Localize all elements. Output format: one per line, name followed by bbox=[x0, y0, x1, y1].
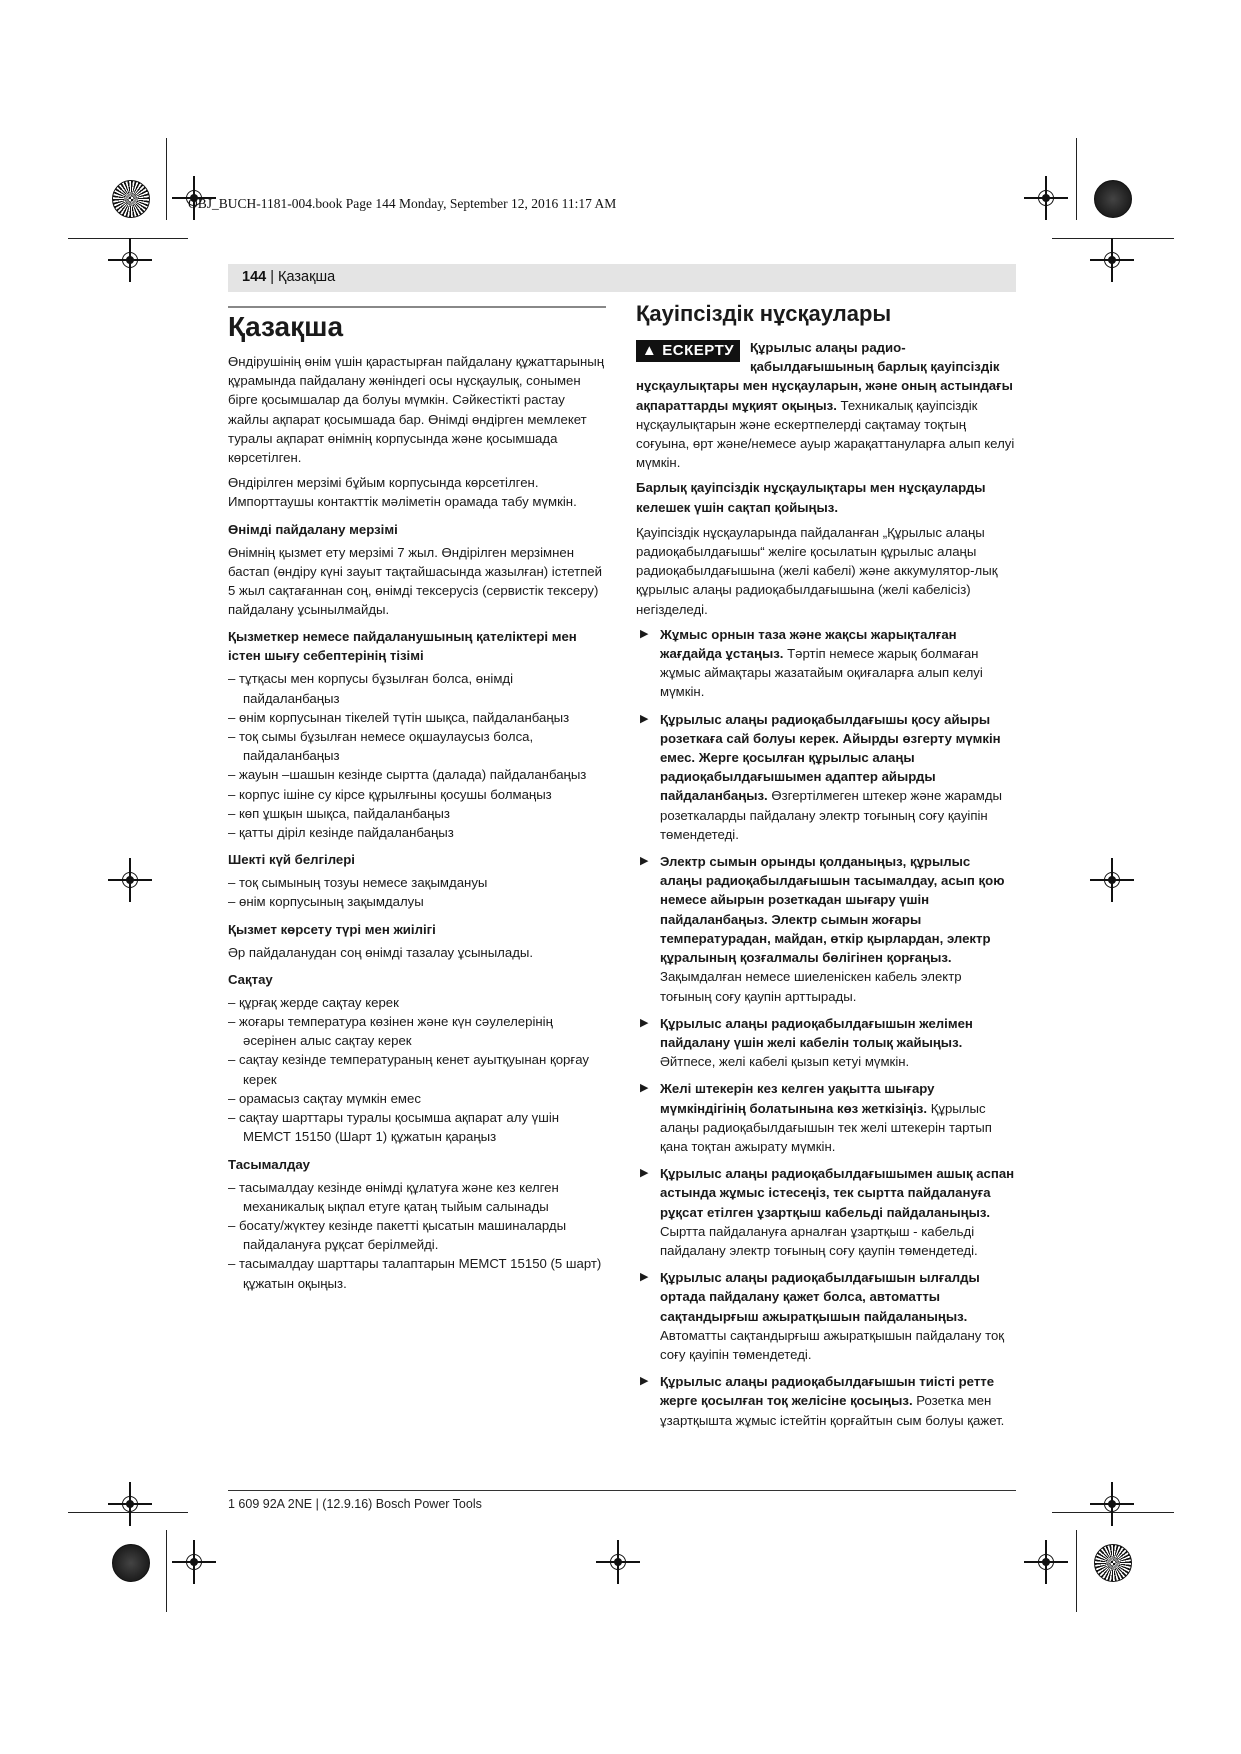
list-item bbox=[636, 1079, 1016, 1156]
storage-heading: Сақтау bbox=[228, 971, 273, 987]
list-item: – сақтау кезінде температураның кенет ауытқуынан қорғау керек bbox=[228, 1050, 606, 1088]
crop-line-left-bottom bbox=[166, 1530, 167, 1612]
bullet-text: Сыртта пайдалануға арналған ұзартқыш - кабельді пайдалану электр тоғының соғу қаупін төмендетеді. bbox=[660, 1223, 978, 1258]
limit-state-list bbox=[228, 873, 606, 911]
warning-badge bbox=[636, 340, 740, 362]
list-item bbox=[636, 1014, 1016, 1072]
list-item: – жоғары температура көзінен және күн сәулелерінің әсерінен алыс сақтау керек bbox=[228, 1012, 606, 1050]
list-item: – тоқ сымының тозуы немесе зақымдануы bbox=[228, 873, 606, 892]
service-life-text: Өнімнің қызмет ету мерзімі 7 жыл. Өндірілген мерзімнен бастап (өндіру күні зауыт тақтайшасында жазылған) істетпей 5 жыл сақтағаннан соң, өнімді тексерусіз (сервистік тексеру) пайдалану ұсынылмайды. bbox=[228, 544, 602, 618]
bullet-bold: Құрылыс алаңы радиоқабылдағышын тиісті ретте жерге қосылған тоқ желісіне қосыңыз. bbox=[660, 1374, 995, 1409]
section-title: Қазақша bbox=[228, 311, 344, 342]
transport-list bbox=[228, 1178, 606, 1293]
intro-paragraph: Өндірушінің өнім үшін қарастырған пайдалану құжаттарының құрамында пайдалану жөніндегі осы нұсқаулық, сонымен бірге қосымшалар да болуы мүмкін. Сәйкестікті растау жайлы ақпарат қосымшада бар. Өнімді өндірген мемлекет туралы ақпарат өнімнің корпусында және қосымшада көрсетілген. bbox=[228, 354, 605, 466]
storage-list bbox=[228, 993, 606, 1147]
registration-mark-icon bbox=[180, 1548, 208, 1576]
crop-line-left-top bbox=[166, 138, 167, 220]
footer: 1 609 92A 2NE | (12.9.16) Bosch Power Tools bbox=[228, 1497, 482, 1511]
registration-mark-icon bbox=[1098, 1490, 1126, 1518]
list-item: – босату/жүктеу кезінде пакетті қысатын машиналарды пайдалануға рұқсат берілмейді. bbox=[228, 1216, 606, 1254]
bullet-bold: Құрылыс алаңы радиоқабылдағышымен ашық аспан астында жұмыс істесеңіз, тек сыртта пайдалануға рұқсат етілген ұзартқыш кабельді пайдаланыңыз. bbox=[660, 1166, 1015, 1220]
bullet-bold: Желі штекерін кез келген уақытта шығару мүмкіндігінің болатынына көз жеткізіңіз. bbox=[660, 1081, 935, 1116]
intro-paragraph-2: Өндірілген мерзімі бұйым корпусында көрсетілген. Импорттаушы контакттік мәліметін орамада табу мүмкін. bbox=[228, 475, 577, 510]
file-info: OBJ_BUCH-1181-004.book Page 144 Monday, September 12, 2016 11:17 AM bbox=[188, 196, 617, 211]
list-item: – жауын –шашын кезінде сыртта (далада) пайдаланбаңыз bbox=[228, 765, 606, 784]
registration-mark-icon bbox=[1098, 866, 1126, 894]
list-item: – тасымалдау кезінде өнімді құлатуға және кез келген механикалық ықпал етуге қатаң тыйым салынады bbox=[228, 1178, 606, 1216]
service-life-heading: Өнімді пайдалану мерзімі bbox=[228, 521, 398, 537]
errors-heading: Қызметкер немесе пайдаланушының қателіктері мен істен шығу себептерінің тізімі bbox=[228, 629, 577, 664]
maintenance-heading: Қызмет көрсету түрі мен жиілігі bbox=[228, 921, 436, 937]
color-wheel-icon bbox=[1094, 180, 1132, 218]
registration-mark-icon bbox=[1032, 184, 1060, 212]
registration-mark-icon bbox=[604, 1548, 632, 1576]
keep-instructions: Барлық қауіпсіздік нұсқаулықтары мен нұсқауларды келешек үшін сақтап қойыңыз. bbox=[636, 480, 986, 515]
list-item: – корпус ішіне су кірсе құрылғыны қосушы болмаңыз bbox=[228, 785, 606, 804]
warning-triangle-icon: ▲ bbox=[641, 342, 658, 359]
crop-line-right-bottom bbox=[1076, 1530, 1077, 1612]
list-item: – құрғақ жерде сақтау керек bbox=[228, 993, 606, 1012]
registration-mark-icon bbox=[1098, 246, 1126, 274]
list-item: – сақтау шарттары туралы қосымша ақпарат алу үшін МЕМСТ 15150 (Шарт 1) құжатын қараңыз bbox=[228, 1108, 606, 1146]
list-item: – өнім корпусынан тікелей түтін шықса, пайдаланбаңыз bbox=[228, 708, 606, 727]
list-item bbox=[636, 1164, 1016, 1260]
list-item: – қатты діріл кезінде пайдаланбаңыз bbox=[228, 823, 606, 842]
left-column bbox=[228, 310, 606, 1299]
bullet-text: Автоматты сақтандырғыш ажыратқышын пайдалану тоқ соғу қауіпін төмендетеді. bbox=[660, 1327, 1005, 1362]
list-item bbox=[636, 1268, 1016, 1364]
bullet-text: Розетка мен ұзартқышта жұмыс істейтін қорғайтын сым болуы қажет. bbox=[660, 1393, 1005, 1428]
maintenance-text: Әр пайдаланудан соң өнімді тазалау ұсынылады. bbox=[228, 944, 534, 960]
registration-mark-icon bbox=[116, 246, 144, 274]
bullet-text: Өзгертілмеген штекер және жарамды розеткаларды пайдалану электр тоғының соғу қауіпін төмендетеді. bbox=[660, 788, 1003, 842]
crop-line-top bbox=[68, 238, 188, 239]
list-item bbox=[636, 1372, 1016, 1430]
left-column-rule bbox=[228, 306, 606, 308]
registration-mark-icon bbox=[116, 1490, 144, 1518]
safety-title: Қауіпсіздік нұсқаулары bbox=[636, 301, 892, 326]
page-header-bar bbox=[228, 264, 1016, 292]
bullet-bold: Құрылыс алаңы радиоқабылдағышын ылғалды ортада пайдалану қажет болса, автоматты сақтандырғыш ажыратқышын пайдаланыңыз. bbox=[660, 1270, 980, 1324]
errors-list bbox=[228, 669, 606, 842]
warning-label: ЕСКЕРТУ bbox=[662, 342, 735, 359]
list-item: – тұтқасы мен корпусы бұзылған болса, өнімді пайдаланбаңыз bbox=[228, 669, 606, 707]
warning-bold: Құрылыс алаңы радио-қабылдағышының барлық қауіпсіздік нұсқаулықтары мен нұсқауларын, және оның астындағы ақпараттарды мұқият оқыңыз. bbox=[636, 340, 1013, 413]
list-item bbox=[636, 852, 1016, 1006]
bullet-text: Құрылыс алаңы радиоқабылдағышын тек желі штекерін тартып қана тоқтан ажырату мүмкін. bbox=[660, 1100, 992, 1154]
list-item: – тоқ сымы бұзылған немесе оқшаулаусыз болса, пайдаланбаңыз bbox=[228, 727, 606, 765]
bullet-bold: Электр сымын орынды қолданыңыз, құрылыс алаңы радиоқабылдағышын тасымалдау, асып қою немесе айырын розеткадан шығару үшін пайдаланбаңыз. Электр сымын жоғары температурадан, майдан, өткір қырлардан, электр құралының қозғалмалы бөлігінен қорғаңыз. bbox=[660, 854, 1005, 966]
right-column bbox=[636, 300, 1016, 1438]
page-header bbox=[242, 269, 335, 285]
list-item: – өнім корпусының зақымдалуы bbox=[228, 892, 606, 911]
color-wheel-icon bbox=[1094, 1544, 1132, 1582]
warning-text: Техникалық қауіпсіздік нұсқаулықтарын және ескертпелерді сақтамау тоқтың соғуына, өрт және/немесе ауыр жарақаттануларға алып келуі мүмкін. bbox=[636, 397, 1015, 471]
safety-bullets bbox=[636, 625, 1016, 1430]
crop-line-right-top bbox=[1076, 138, 1077, 220]
color-wheel-icon bbox=[112, 1544, 150, 1582]
bullet-bold: Құрылыс алаңы радиоқабылдағышын желімен пайдалану үшін желі кабелін толық жайыңыз. bbox=[660, 1015, 973, 1050]
transport-heading: Тасымалдау bbox=[228, 1156, 310, 1172]
list-item: – орамасыз сақтау мүмкін емес bbox=[228, 1089, 606, 1108]
crop-line-top-right bbox=[1052, 238, 1174, 239]
list-item bbox=[636, 710, 1016, 844]
definition-text: Қауіпсіздік нұсқауларында пайдаланған „Құрылыс алаңы радиоқабылдағышы“ желіге қосылатын құрылыс алаңы радиоқабылдағышына (желі кабелі) және аккумулятор-лық құрылыс алаңы радиоқабылдағышына (желі кабелісіз) негізделеді. bbox=[636, 524, 998, 617]
bullet-text: Тәртіп немесе жарық болмаған жұмыс аймақтары жазатайым оқиғаларға алып келуі мүмкін. bbox=[660, 646, 983, 700]
footer-rule bbox=[228, 1490, 1016, 1491]
bullet-text: Әйтпесе, желі кабелі қызып кетуі мүмкін. bbox=[660, 1054, 910, 1070]
bullet-bold: Құрылыс алаңы радиоқабылдағышы қосу айыры розеткаға сай болуы керек. Айырды өзгерту мүмкін емес. Жерге қосылған құрылыс алаңы радиоқабылдағышымен адаптер айырды пайдаланбаңыз. bbox=[660, 711, 1001, 804]
registration-mark-icon bbox=[1032, 1548, 1060, 1576]
list-item bbox=[636, 625, 1016, 702]
header-language: Қазақша bbox=[278, 269, 336, 285]
header-separator: | bbox=[270, 269, 275, 285]
registration-mark-icon bbox=[116, 866, 144, 894]
color-wheel-icon bbox=[112, 180, 150, 218]
bullet-bold: Жұмыс орнын таза және жақсы жарықталған жағдайда ұстаңыз. bbox=[660, 626, 957, 662]
list-item: – көп ұшқын шықса, пайдаланбаңыз bbox=[228, 804, 606, 823]
list-item: – тасымалдау шарттары талаптарын МЕМСТ 15150 (5 шарт) құжатын оқыңыз. bbox=[228, 1254, 606, 1292]
bullet-text: Зақымдалған немесе шиеленіскен кабель электр тоғының соғу қаупін арттырады. bbox=[660, 969, 962, 1004]
page-number: 144 bbox=[242, 269, 267, 285]
warning-paragraph bbox=[636, 338, 1016, 472]
limit-state-heading: Шекті күй белгілері bbox=[228, 852, 355, 868]
